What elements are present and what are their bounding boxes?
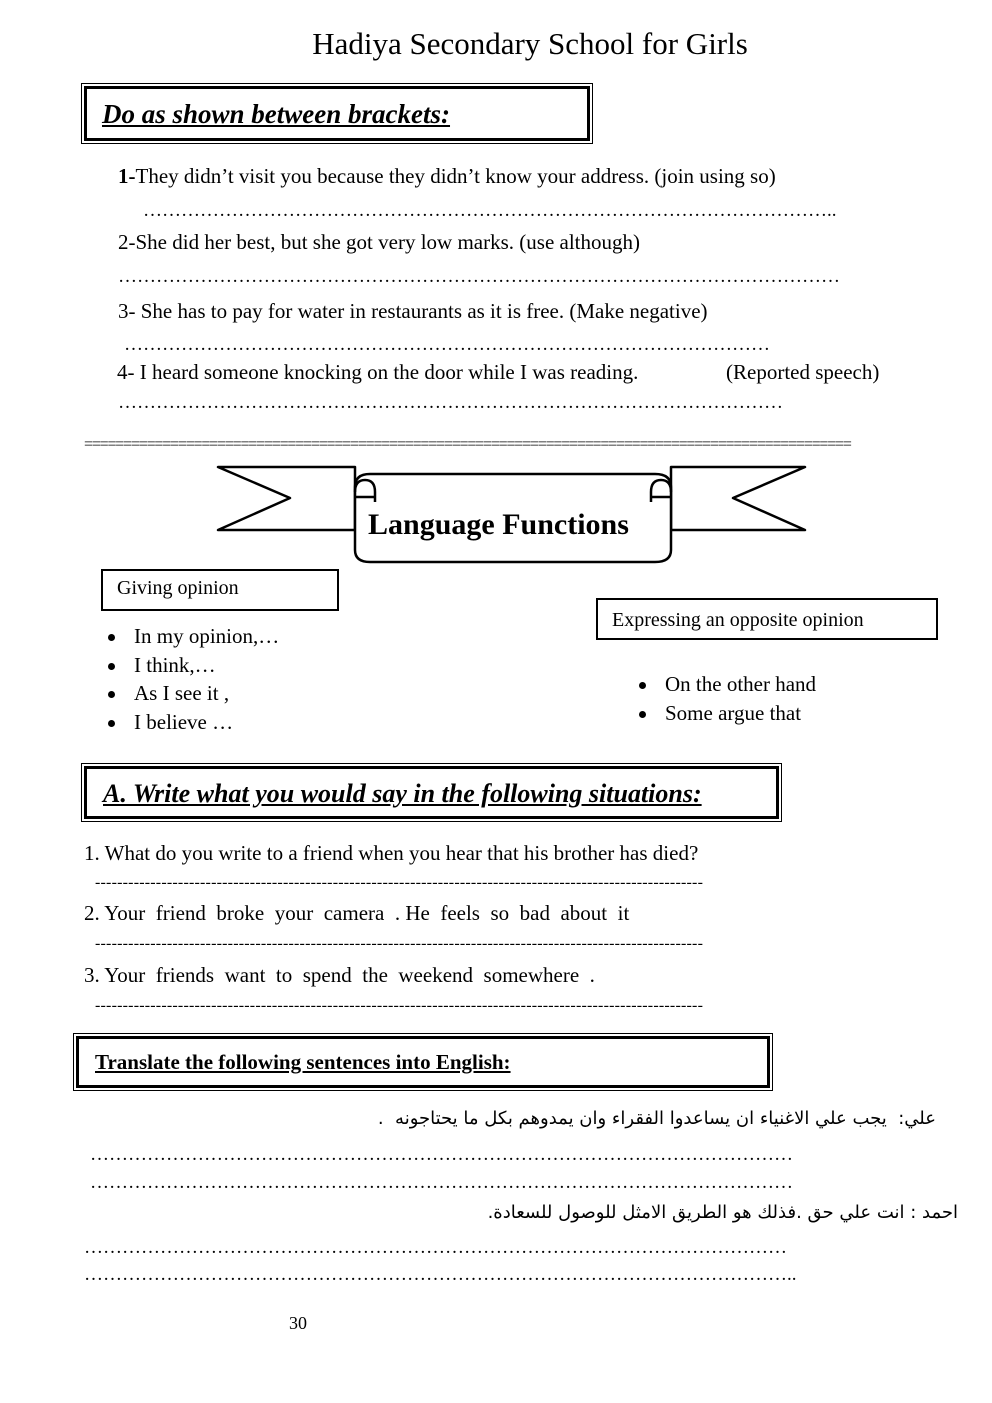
page-number: 30 — [289, 1313, 307, 1333]
question-4-number: 4- — [117, 360, 135, 384]
opposite-opinion-box — [596, 598, 938, 640]
section-divider: ================================================================================================== — [84, 436, 851, 453]
list-item: I think,… — [102, 651, 279, 680]
giving-opinion-list — [102, 622, 279, 736]
answer-line-3[interactable]: ………………………………………………………………………………………… — [124, 334, 770, 355]
section2-heading-box — [84, 766, 779, 819]
question-3 — [118, 299, 708, 324]
answer-line-2[interactable]: …………………………………………………………………………………………………… — [118, 266, 840, 287]
section3-heading: Translate the following sentences into English: — [95, 1050, 511, 1074]
arabic-sentence-1: علي: يجب علي الاغنياء ان يساعدوا الفقراء وان يمدوهم بكل ما يحتاجونه . — [377, 1108, 936, 1129]
answer-line-4[interactable]: …………………………………………………………………………………………… — [118, 392, 783, 413]
banner-label: Language Functions — [368, 508, 629, 541]
translation-line-1a[interactable]: ………………………………………………………………………………………………… — [90, 1144, 793, 1165]
question-2 — [118, 230, 640, 255]
question-4-hint: (Reported speech) — [726, 360, 880, 384]
section2-heading: A. Write what you would say in the following situations: — [103, 779, 702, 808]
situation-1: 1. What do you write to a friend when you hear that his brother has died? — [84, 841, 699, 865]
question-3-text: She has to pay for water in restaurants as it is free. (Make negative) — [140, 299, 708, 323]
list-item: I believe … — [102, 708, 279, 737]
list-item: Some argue that — [633, 699, 816, 728]
arabic-sentence-2: احمد : انت علي حق .فذلك هو الطريق الامثل للوصول للسعادة. — [487, 1202, 958, 1223]
question-1-text: They didn’t visit you because they didn’t know your address. (join using so) — [135, 164, 776, 188]
situation-3: 3. Your friends want to spend the weekend somewhere . — [84, 963, 595, 987]
situation-2: 2. Your friend broke your camera . He feels so bad about it — [84, 901, 630, 925]
school-title: Hadiya Secondary School for Girls — [312, 26, 748, 61]
answer-line-situation-2[interactable]: -------------------------------------------------------------------------------------------------------------- — [95, 935, 704, 952]
question-3-number: 3- — [118, 299, 136, 323]
giving-opinion-label: Giving opinion — [117, 577, 239, 599]
answer-line-situation-1[interactable]: -------------------------------------------------------------------------------------------------------------- — [95, 874, 704, 891]
answer-line-situation-3[interactable]: -------------------------------------------------------------------------------------------------------------- — [95, 997, 704, 1014]
opposite-opinion-list — [633, 670, 816, 727]
section1-heading: Do as shown between brackets: — [102, 99, 451, 129]
giving-opinion-box — [101, 569, 339, 611]
question-4-text: I heard someone knocking on the door while I was reading. — [139, 360, 639, 384]
list-item: In my opinion,… — [102, 622, 279, 651]
question-2-text: She did her best, but she got very low marks. (use although) — [135, 230, 640, 254]
section3-heading-box — [76, 1036, 770, 1088]
list-item: As I see it , — [102, 679, 279, 708]
translation-line-1b[interactable]: ………………………………………………………………………………………………… — [90, 1172, 793, 1193]
answer-line-1[interactable]: ……………………………………………………………………………………………….. — [143, 200, 837, 221]
translation-line-2a[interactable]: ………………………………………………………………………………………………… — [84, 1237, 787, 1258]
list-item: On the other hand — [633, 670, 816, 699]
question-4 — [117, 360, 638, 385]
opposite-opinion-label: Expressing an opposite opinion — [612, 609, 864, 631]
question-1 — [118, 164, 776, 189]
question-1-number: 1- — [118, 164, 136, 188]
translation-line-2b[interactable]: ………………………………………………………………………………………………….. — [84, 1264, 797, 1285]
section1-heading-box — [84, 86, 590, 141]
question-2-number: 2- — [118, 230, 136, 254]
